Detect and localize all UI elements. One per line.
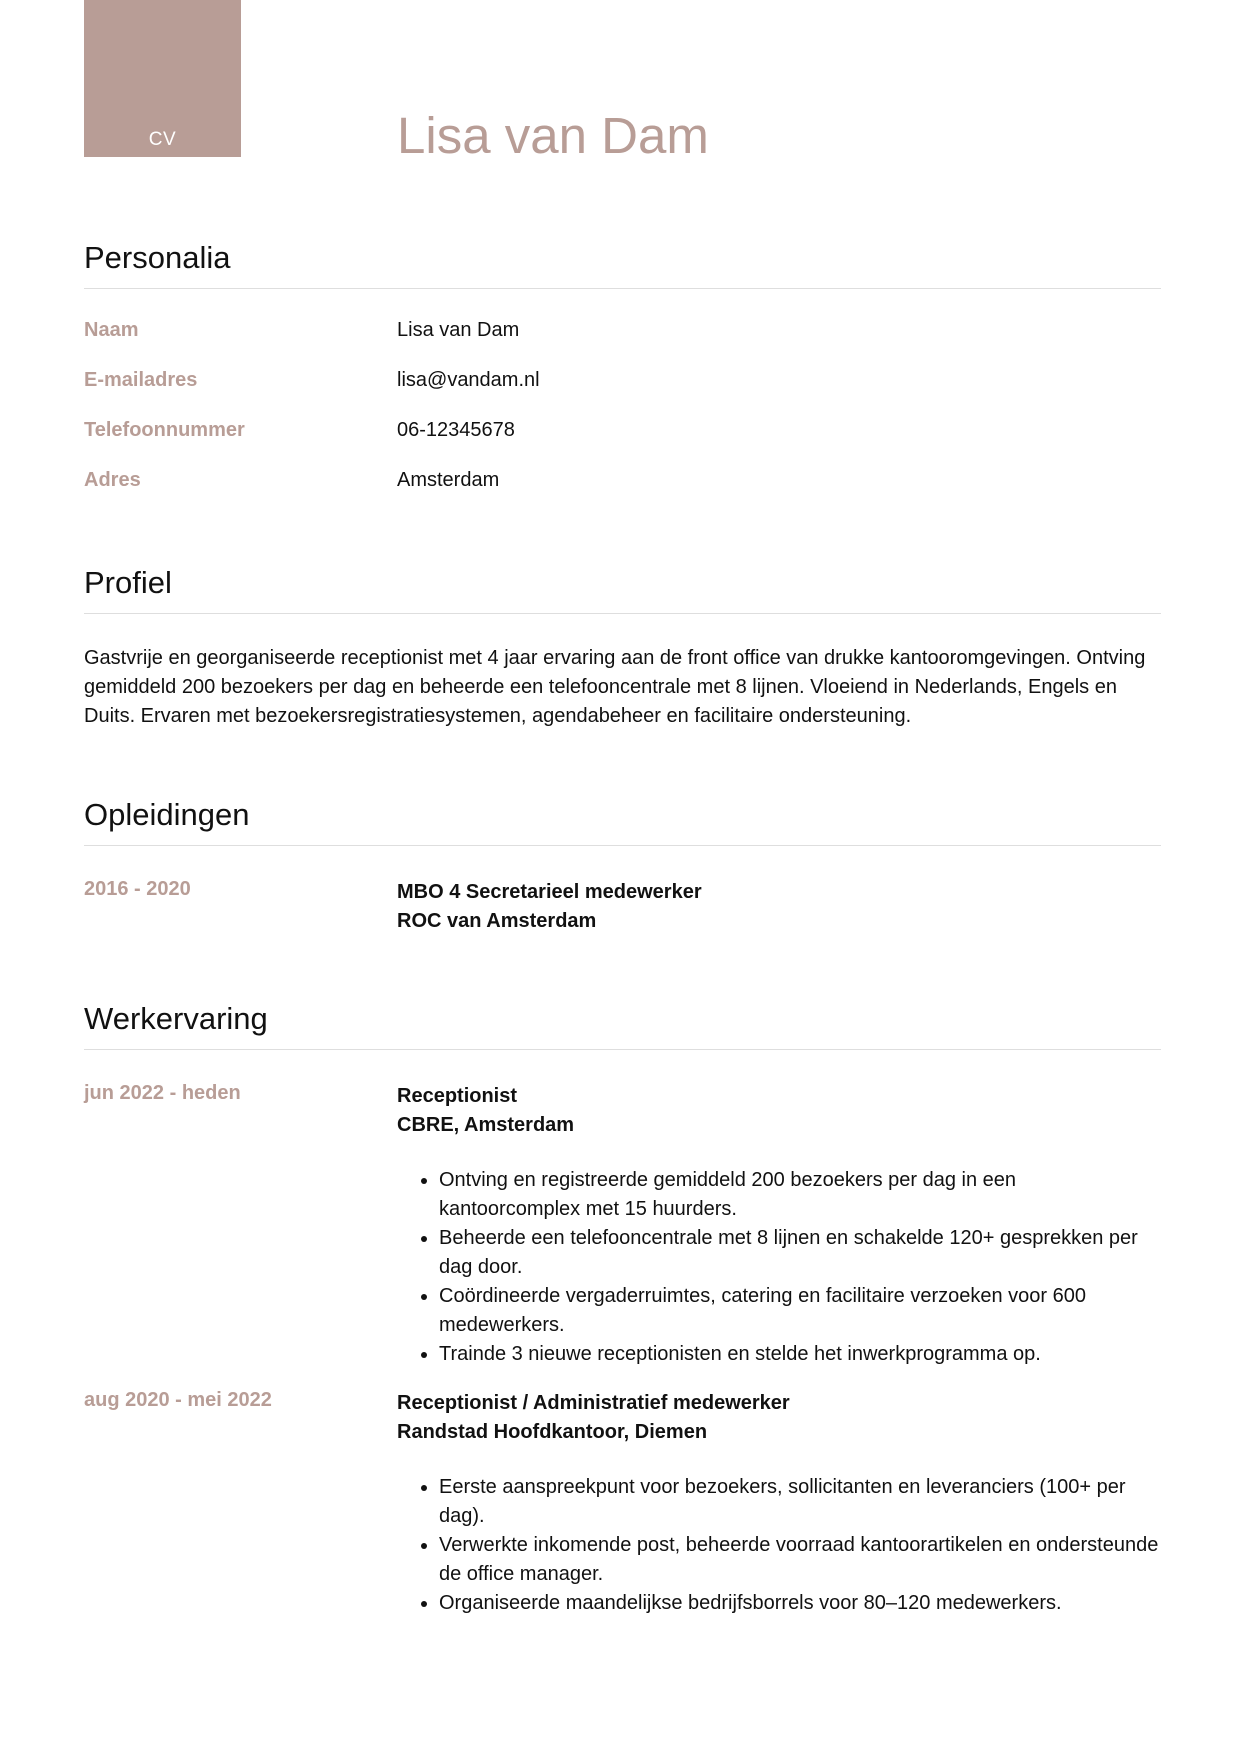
row-value: 06-12345678 (397, 418, 515, 441)
section-werkervaring (84, 1001, 1161, 1618)
row-value: lisa@vandam.nl (397, 368, 540, 391)
education-entry (84, 878, 1161, 936)
section-personalia (84, 240, 1161, 519)
work-entry (84, 1082, 1161, 1369)
education-content (397, 878, 1161, 936)
cv-badge-label: CV (148, 129, 177, 150)
row-label: E-mailadres (84, 368, 198, 391)
profile-text: Gastvrije en georganiseerde receptionist met 4 jaar ervaring aan de front office van drukke kantooromgevingen. Ontving gemiddeld 200 bezoekers per dag en beheerde een telefooncentrale met 8 lijnen. Vloeiend in Nederlands, Engels en Duits. Ervaren met bezoekersregistratiesystemen, agendabeheer en facilitaire ondersteuning. (84, 646, 1146, 727)
list-item: • Organiseerde maandelijkse bedrijfsborrels voor 80–120 medewerkers. (439, 1589, 1161, 1618)
page-title: Lisa van Dam (397, 107, 709, 164)
section-title-opleidingen: Opleidingen (84, 797, 1161, 846)
section-profiel (84, 565, 1161, 731)
education-degree: MBO 4 Secretarieel medewerker (397, 880, 702, 903)
row-value: Lisa van Dam (397, 318, 520, 341)
personalia-row-naam (84, 319, 1161, 369)
work-company: CBRE, Amsterdam (397, 1113, 575, 1136)
education-period: 2016 - 2020 (84, 877, 191, 900)
section-title-werkervaring: Werkervaring (84, 1001, 1161, 1050)
row-value: Amsterdam (397, 468, 500, 491)
personalia-row-telefoon (84, 419, 1161, 469)
education-school: ROC van Amsterdam (397, 909, 597, 932)
personalia-row-email (84, 369, 1161, 419)
section-title-personalia: Personalia (84, 240, 1161, 289)
work-period: jun 2022 - heden (84, 1081, 241, 1104)
cv-badge (84, 0, 241, 157)
section-title-profiel: Profiel (84, 565, 1161, 614)
work-role: Receptionist / Administratief medewerker (397, 1391, 790, 1414)
list-item: • Coördineerde vergaderruimtes, catering en facilitaire verzoeken voor 600 medewerkers. (439, 1282, 1161, 1340)
row-label: Telefoonnummer (84, 418, 245, 441)
work-content (397, 1389, 1161, 1618)
list-item: • Beheerde een telefooncentrale met 8 lijnen en schakelde 120+ gesprekken per dag door. (439, 1224, 1161, 1282)
work-bullets (397, 1166, 1161, 1369)
section-opleidingen (84, 797, 1161, 936)
personalia-row-adres (84, 469, 1161, 519)
list-item: • Verwerkte inkomende post, beheerde voorraad kantoorartikelen en ondersteunde de office manager. (439, 1531, 1161, 1589)
work-bullets (397, 1473, 1161, 1618)
row-label: Naam (84, 318, 139, 341)
work-company: Randstad Hoofdkantoor, Diemen (397, 1420, 708, 1443)
work-entry (84, 1389, 1161, 1618)
list-item: • Trainde 3 nieuwe receptionisten en stelde het inwerkprogramma op. (439, 1340, 1161, 1369)
list-item: • Ontving en registreerde gemiddeld 200 bezoekers per dag in een kantoorcomplex met 15 huurders. (439, 1166, 1161, 1224)
personalia-list (84, 319, 1161, 519)
list-item: • Eerste aanspreekpunt voor bezoekers, sollicitanten en leveranciers (100+ per dag). (439, 1473, 1161, 1531)
work-content (397, 1082, 1161, 1369)
row-label: Adres (84, 468, 141, 491)
work-period: aug 2020 - mei 2022 (84, 1388, 272, 1411)
work-role: Receptionist (397, 1084, 518, 1107)
